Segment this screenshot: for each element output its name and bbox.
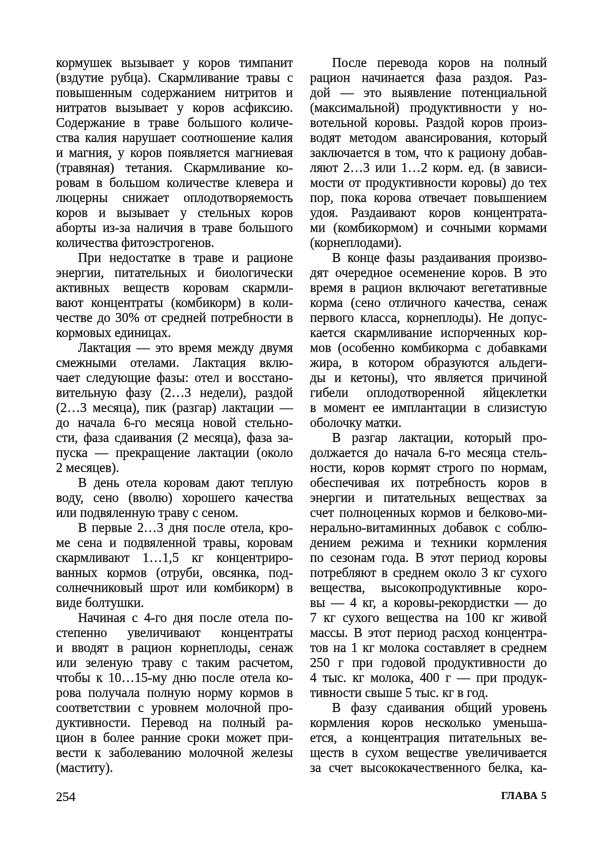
text-line: цион в более ранние сроки может при- <box>56 730 293 745</box>
paragraph <box>56 250 293 340</box>
text-line: 2 месяцев). <box>56 460 120 475</box>
text-line: После перевода коров на полный <box>332 55 547 70</box>
paragraph <box>56 340 293 475</box>
text-line: скармливают 1…1,5 кг концентриро- <box>56 550 293 565</box>
text-line: время в рацион включают вегетативные <box>310 280 547 295</box>
text-line: до начала 6-го месяца новой стельно- <box>56 415 293 430</box>
text-line: В разгар лактации, который про- <box>332 430 547 445</box>
text-line: При недостатке в траве и рационе <box>78 250 293 265</box>
text-line: соответствии с уровнем молочной про- <box>56 700 293 715</box>
paragraph <box>56 475 293 520</box>
text-line: В первые 2…3 дня после отела, кро- <box>78 520 293 535</box>
text-line: кормления коров несколько уменьша- <box>310 715 547 730</box>
text-line: вительную фазу (2…3 недели), раздой <box>56 385 293 400</box>
text-line: энергии, питательных и биологически <box>56 265 293 280</box>
text-line: по сезонам года. В этот период коровы <box>310 550 547 565</box>
text-line: Начиная с 4-го дня после отела по- <box>78 610 293 625</box>
text-line: обеспечивая их потребность коров в <box>310 475 547 490</box>
text-line: вести к заболеванию молочной железы <box>56 745 293 760</box>
text-line: солнечниковый шрот или комбикорм) в <box>56 580 293 595</box>
text-line: люцерны снижает оплодотворяемость <box>56 190 293 205</box>
text-line: ровам в большом количестве клевера и <box>56 175 293 190</box>
text-line: нитратов вызывает у коров асфиксию. <box>56 100 293 115</box>
text-line: вещества, высокопродуктивные коро- <box>310 580 547 595</box>
text-line: 4 тыс. кг молока, 400 г — при продук- <box>310 670 547 685</box>
text-line: чтобы к 10…15-му дню после отела ко- <box>56 670 293 685</box>
text-line: ляют 2…3 или 1…2 корм. ед. (в зависи- <box>310 160 547 175</box>
paragraph <box>310 55 547 250</box>
text-line: В день отела коровам дают теплую <box>78 475 293 490</box>
text-line: виде болтушки. <box>56 595 144 610</box>
text-line: удоя. Раздаивают коров концентрата- <box>310 205 547 220</box>
text-line: рова получала полную норму кормов в <box>56 685 293 700</box>
text-line: (вздутие рубца). Скармливание травы с <box>56 70 293 85</box>
text-line: воду, сено (вволю) хорошего качества <box>56 490 293 505</box>
text-line: массы. В этот период расход концентра- <box>310 625 547 640</box>
text-line: вают концентраты (комбикорм) в коли- <box>56 295 293 310</box>
paragraph <box>310 700 547 775</box>
text-line: (травяная) тетания. Скармливание ко- <box>56 160 293 175</box>
text-line: чает следующие фазы: отел и восстано- <box>56 370 293 385</box>
text-line: коров и вызывает у стельных коров <box>56 205 293 220</box>
text-line: аборты из-за наличия в траве большого <box>56 220 293 235</box>
text-line: Содержание в траве большого количе- <box>56 115 293 130</box>
text-line: пуска — прекращение лактации (около <box>56 445 293 460</box>
text-line: ды и кетоны), что является причиной <box>310 370 547 385</box>
text-line: сти, фаза сдаивания (2 месяца), фаза за- <box>56 430 293 445</box>
text-line: ми (комбикормом) и сочными кормами <box>310 220 547 235</box>
text-line: дением режима и техники кормления <box>310 535 547 550</box>
text-line: заключается в том, что к рациону добав- <box>310 145 547 160</box>
text-line: степенно увеличивают концентраты <box>56 625 293 640</box>
text-line: и магния, у коров появляется магниевая <box>56 145 293 160</box>
paragraph <box>56 520 293 610</box>
text-line: потребляют в среднем около 3 кг сухого <box>310 565 547 580</box>
text-line: В конце фазы раздаивания произво- <box>332 250 547 265</box>
text-line: (2…3 месяца), пик (разгар) лактации — <box>56 400 293 415</box>
text-line: (маститу). <box>56 760 114 775</box>
text-line: ности, коров кормят строго по нормам, <box>310 460 547 475</box>
text-line: честве до 30% от средней потребности в <box>56 310 293 325</box>
paragraph <box>310 430 547 700</box>
text-line: счет полноценных кормов и белково-ми- <box>310 505 547 520</box>
text-line: смежными отелами. Лактация вклю- <box>56 355 293 370</box>
text-line: ванных кормов (отруби, овсянка, под- <box>56 565 293 580</box>
left-column <box>56 55 293 775</box>
text-line: кается скармливание испорченных кор- <box>310 325 547 340</box>
text-line: тивности свыше 5 тыс. кг в год. <box>310 685 489 700</box>
text-line: первого класса, корнеплоды). Не допус- <box>310 310 547 325</box>
text-line: вотельной коровы. Раздой коров произ- <box>310 115 547 130</box>
text-line: рацион начинается фаза раздоя. Раз- <box>310 70 547 85</box>
text-line: мости от продуктивности коровы) до тех <box>310 175 547 190</box>
text-line: дуктивности. Перевод на полный ра- <box>56 715 293 730</box>
paragraph <box>310 250 547 430</box>
text-line: энергии и питательных веществах за <box>310 490 547 505</box>
text-line: количества фитоэстрогенов. <box>56 235 215 250</box>
text-line: кормовых единицах. <box>56 325 172 340</box>
text-line: вы — 4 кг, а коровы-рекордистки — до <box>310 595 547 610</box>
text-line: за счет высококачественного белка, ка- <box>310 760 547 775</box>
text-line: тов на 1 кг молока составляет в среднем <box>310 640 547 655</box>
text-line: активных веществ коровам скармли- <box>56 280 293 295</box>
text-line: кормушек вызывает у коров тимпанит <box>56 55 293 70</box>
text-line: гибели оплодотворенной яйцеклетки <box>310 385 547 400</box>
text-line: должается до начала 6-го месяца стель- <box>310 445 547 460</box>
text-line: повышенным содержанием нитритов и <box>56 85 293 100</box>
text-line: 250 г при годовой продуктивности до <box>310 655 547 670</box>
page-number: 254 <box>56 789 76 804</box>
text-line: 7 кг сухого вещества на 100 кг живой <box>310 610 547 625</box>
text-line: ме сена и подвяленной травы, коровам <box>56 535 293 550</box>
text-line: ства калия нарушает соотношение калия <box>56 130 293 145</box>
text-line: дят очередное осеменение коров. В это <box>310 265 547 280</box>
text-line: водят методом авансирования, который <box>310 130 547 145</box>
text-line: (максимальной) продуктивности у но- <box>310 100 547 115</box>
right-column <box>310 55 547 775</box>
text-line: Лактация — это время между двумя <box>78 340 293 355</box>
text-line: или подвяленную траву с сеном. <box>56 505 239 520</box>
text-line: в момент ее имплантации в слизистую <box>310 400 547 415</box>
text-line: мов (особенно комбикорма с добавками <box>310 340 547 355</box>
running-footer-chapter: ГЛАВА 5 <box>501 791 547 802</box>
paragraph <box>56 55 293 250</box>
text-line: В фазу сдаивания общий уровень <box>332 700 547 715</box>
text-line: нерально-витаминных добавок с соблю- <box>310 520 547 535</box>
text-line: дой — это выявление потенциальной <box>310 85 547 100</box>
text-line: или зеленую траву с таким расчетом, <box>56 655 293 670</box>
text-line: пор, пока корова отвечает повышением <box>310 190 547 205</box>
paragraph <box>56 610 293 775</box>
text-line: оболочку матки. <box>310 415 402 430</box>
text-line: корма (сено отличного качества, сенаж <box>310 295 547 310</box>
text-line: ществ в сухом веществе увеличивается <box>310 745 547 760</box>
text-line: жира, в котором образуются альдеги- <box>310 355 547 370</box>
text-line: ется, а концентрация питательных ве- <box>310 730 547 745</box>
text-line: (корнеплодами). <box>310 235 402 250</box>
text-line: и вводят в рацион корнеплоды, сенаж <box>56 640 293 655</box>
